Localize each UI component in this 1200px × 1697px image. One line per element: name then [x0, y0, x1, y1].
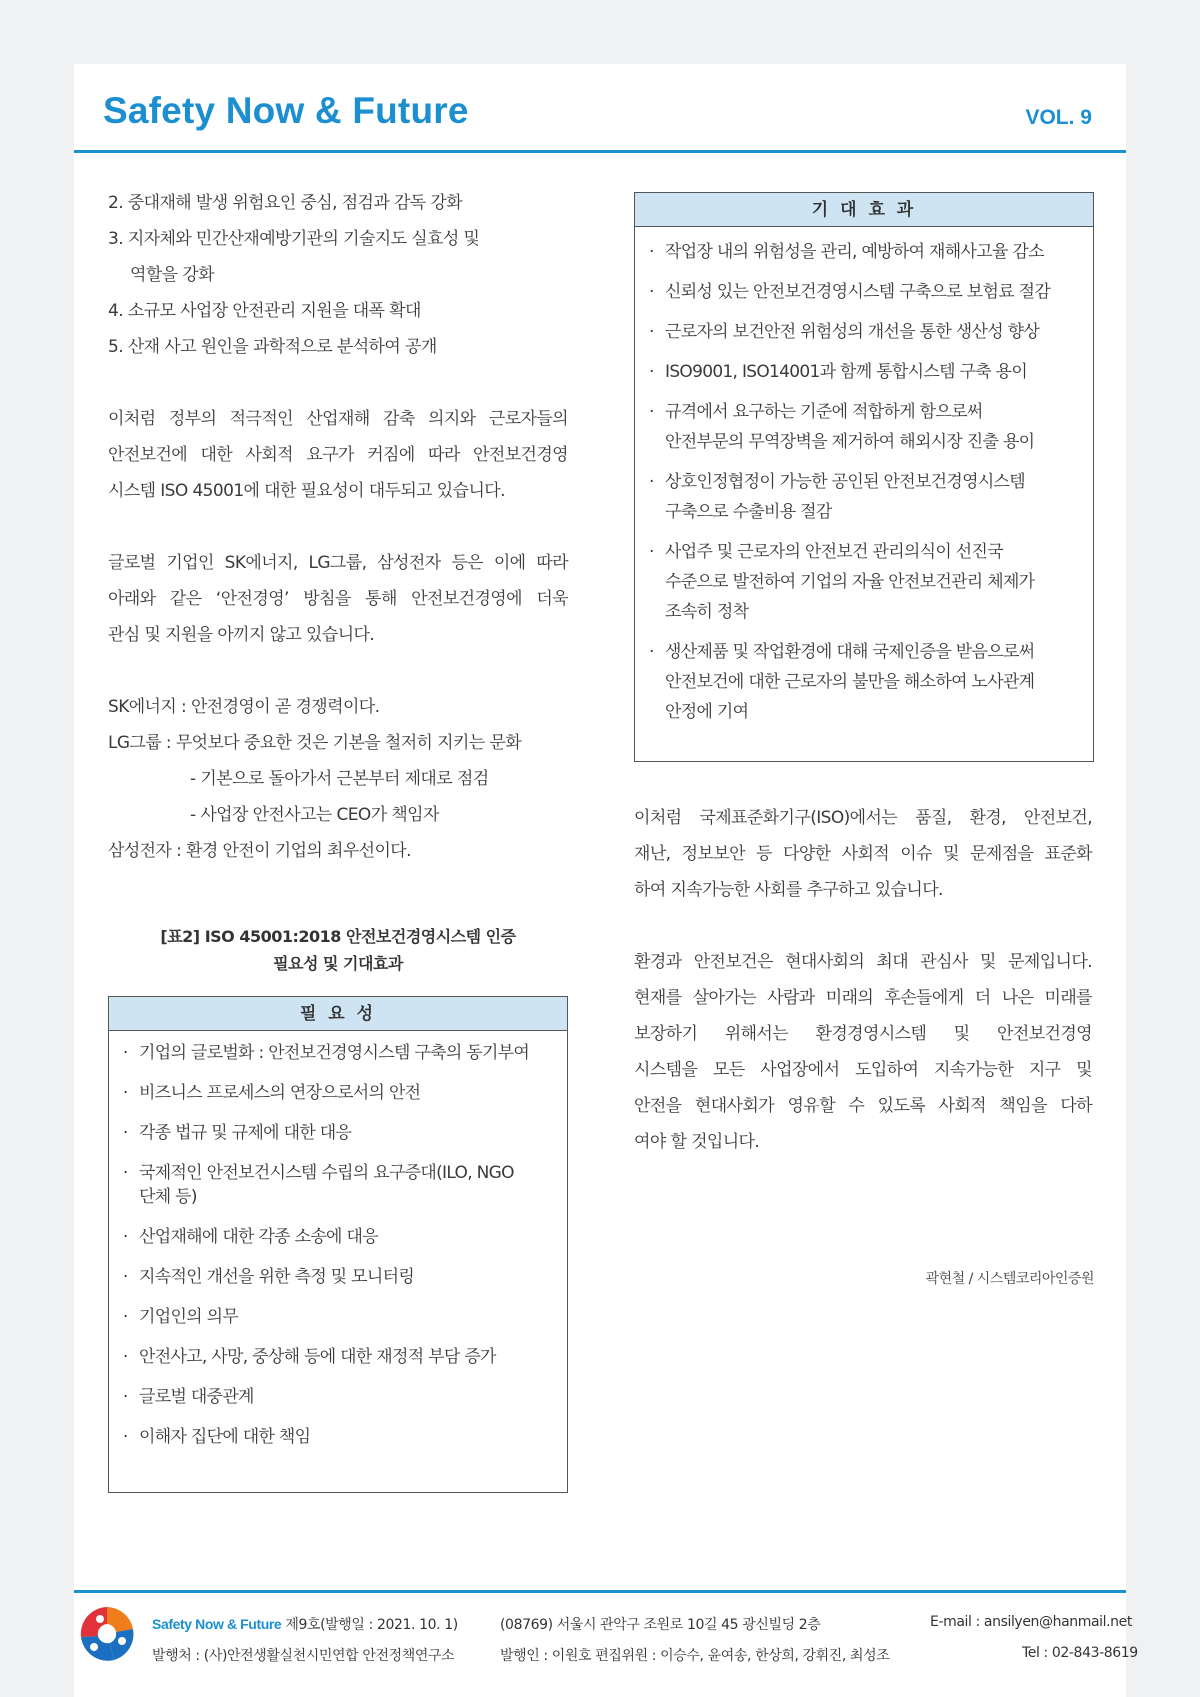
effects-item-text: 근로자의 보건안전 위험성의 개선을 통한 생산성 향상: [665, 322, 1040, 342]
policy-item: 5. 산재 사고 원인을 과학적으로 분석하여 공개: [108, 337, 437, 357]
author-credit: 곽현철 / 시스템코리아인증원: [925, 1271, 1094, 1287]
bullet-dot: ·: [123, 1043, 128, 1063]
company-policies: [108, 689, 568, 869]
paragraph-line: 시스템 ISO 45001에 대한 필요성이 대두되고 있습니다.: [108, 481, 505, 501]
paragraph-line: 안전보건에 대한 사회적 요구가 커짐에 따라 안전보건경영: [108, 445, 568, 465]
policy-item: 2. 중대재해 발생 위험요인 중심, 점검과 감독 강화: [108, 193, 463, 213]
header-divider: [74, 150, 1126, 153]
footer-address: (08769) 서울시 관악구 조원로 10길 45 광신빌딩 2층: [500, 1617, 821, 1633]
volume-label: VOL. 9: [1025, 106, 1092, 129]
policy-list: [108, 185, 568, 365]
bullet-dot: ·: [123, 1083, 128, 1103]
effects-item: [649, 237, 1079, 267]
necessity-item-text: 단체 등): [139, 1187, 197, 1207]
paragraph-line: 현재를 살아가는 사람과 미래의 후손들에게 더 나은 미래를: [634, 988, 1092, 1008]
effects-item-text: ISO9001, ISO14001과 함께 통합시스템 구축 용이: [665, 362, 1028, 382]
bullet-dot: ·: [123, 1123, 128, 1143]
effects-item: [649, 317, 1079, 347]
bullet-dot: ·: [123, 1387, 128, 1407]
necessity-item-text: 글로벌 대중관계: [139, 1387, 254, 1407]
policy-item-continued: 역할을 강화: [130, 265, 214, 285]
paragraph-line: 재난, 정보보안 등 다양한 사회적 이슈 및 문제점을 표준화: [634, 844, 1092, 864]
bullet-dot: ·: [649, 402, 654, 422]
paragraph-line: 보장하기 위해서는 환경경영시스템 및 안전보건경영: [634, 1024, 1092, 1044]
effects-item-text: 생산제품 및 작업환경에 대해 국제인증을 받음으로써: [665, 642, 1035, 662]
necessity-item: [123, 1265, 553, 1289]
bullet-dot: ·: [649, 542, 654, 562]
paragraph-line: 이처럼 국제표준화기구(ISO)에서는 품질, 환경, 안전보건,: [634, 808, 1092, 828]
organization-logo: [78, 1605, 136, 1663]
footer-divider: [74, 1590, 1126, 1593]
effects-item-text: 규격에서 요구하는 기준에 적합하게 함으로써: [665, 402, 983, 422]
bullet-dot: ·: [649, 322, 654, 342]
necessity-item: [123, 1345, 553, 1369]
paragraph-line: 글로벌 기업인 SK에너지, LG그룹, 삼성전자 등은 이에 따라: [108, 553, 568, 573]
policy-item: 3. 지자체와 민간산재예방기관의 기술지도 실효성 및: [108, 229, 480, 249]
footer-publisher-org: 발행처 : (사)안전생활실천시민연합 안전정책연구소: [152, 1648, 455, 1664]
footer-tel: Tel : 02-843-8619: [1022, 1645, 1138, 1661]
effects-item: [649, 637, 1079, 727]
paragraph-conclusion: [634, 944, 1092, 1160]
paragraph-line: 안전을 현대사회가 영유할 수 있도록 사회적 책임을 다하: [634, 1096, 1092, 1116]
effects-item-text: 상호인정협정이 가능한 공인된 안전보건경영시스템: [665, 472, 1025, 492]
necessity-item-text: 국제적인 안전보건시스템 수립의 요구증대(ILO, NGO: [139, 1163, 514, 1183]
necessity-box-title: 필 요 성: [109, 997, 567, 1031]
effects-item-text: 수준으로 발전하여 기업의 자율 안전보건관리 체제가: [665, 572, 1035, 592]
necessity-item: [123, 1161, 553, 1209]
bullet-dot: ·: [123, 1307, 128, 1327]
paragraph-line: 시스템을 모든 사업장에서 도입하여 지속가능한 지구 및: [634, 1060, 1092, 1080]
effects-item-text: 작업장 내의 위험성을 관리, 예방하여 재해사고율 감소: [665, 242, 1044, 262]
left-column: [108, 185, 568, 869]
effects-item-text: 사업주 및 근로자의 안전보건 관리의식이 선진국: [665, 542, 1003, 562]
table-caption-line: 필요성 및 기대효과: [273, 954, 403, 973]
bullet-dot: ·: [123, 1267, 128, 1287]
effects-item: [649, 467, 1079, 527]
effects-item: [649, 277, 1079, 307]
paragraph-line: 아래와 같은 ‘안전경영’ 방침을 통해 안전보건경영에 더욱: [108, 589, 568, 609]
bullet-dot: ·: [649, 472, 654, 492]
paragraph-iso: [634, 800, 1092, 908]
effects-item: [649, 397, 1079, 457]
necessity-item-text: 기업인의 의무: [139, 1307, 239, 1327]
bullet-dot: ·: [123, 1347, 128, 1367]
effects-box-title: 기 대 효 과: [635, 193, 1093, 227]
newsletter-title: Safety Now & Future: [103, 90, 469, 131]
necessity-item-text: 비즈니스 프로세스의 연장으로서의 안전: [139, 1083, 421, 1103]
necessity-item: [123, 1121, 553, 1145]
necessity-box: [108, 996, 568, 1493]
bullet-dot: ·: [649, 642, 654, 662]
effects-item-text: 조속히 정착: [665, 602, 749, 622]
policy-item: 4. 소규모 사업장 안전관리 지원을 대폭 확대: [108, 301, 421, 321]
necessity-item-text: 이해자 집단에 대한 책임: [139, 1427, 311, 1447]
paragraph-line: 여야 할 것입니다.: [634, 1132, 760, 1152]
right-column: [634, 800, 1092, 1160]
company-policy-samsung: 삼성전자 : 환경 안전이 기업의 최우선이다.: [108, 841, 411, 861]
effects-item-text: 안정에 기여: [665, 702, 749, 722]
paragraph-global-companies: [108, 545, 568, 653]
necessity-item-text: 기업의 글로벌화 : 안전보건경영시스템 구축의 동기부여: [139, 1043, 530, 1063]
necessity-list: [109, 1031, 567, 1449]
necessity-item: [123, 1425, 553, 1449]
footer-publisher: 발행인 : 이원호 편집위원 : 이승수, 윤여송, 한상희, 강휘진, 최성조: [500, 1648, 890, 1664]
necessity-item: [123, 1225, 553, 1249]
bullet-dot: ·: [649, 242, 654, 262]
paragraph-line: 환경과 안전보건은 현대사회의 최대 관심사 및 문제입니다.: [634, 952, 1092, 972]
footer-issue: 제9호(발행일 : 2021. 10. 1): [281, 1617, 458, 1633]
necessity-item: [123, 1041, 553, 1065]
necessity-item: [123, 1305, 553, 1329]
bullet-dot: ·: [649, 362, 654, 382]
bullet-dot: ·: [123, 1163, 128, 1183]
effects-item-text: 신뢰성 있는 안전보건경영시스템 구축으로 보험료 절감: [665, 282, 1051, 302]
bullet-dot: ·: [123, 1227, 128, 1247]
company-policy-sk: SK에너지 : 안전경영이 곧 경쟁력이다.: [108, 697, 380, 717]
necessity-item: [123, 1081, 553, 1105]
table-caption: [108, 923, 568, 977]
effects-item-text: 안전부문의 무역장벽을 제거하여 해외시장 진출 용이: [665, 432, 1035, 452]
effects-list: [635, 227, 1093, 727]
table-caption-line: [표2] ISO 45001:2018 안전보건경영시스템 인증: [160, 927, 516, 946]
necessity-item-text: 산업재해에 대한 각종 소송에 대응: [139, 1227, 378, 1247]
paragraph-line: 하여 지속가능한 사회를 추구하고 있습니다.: [634, 880, 943, 900]
paragraph-line: 이처럼 정부의 적극적인 산업재해 감축 의지와 근로자들의: [108, 409, 568, 429]
necessity-item-text: 각종 법규 및 규제에 대한 대응: [139, 1123, 352, 1143]
company-policy-lg-sub: - 기본으로 돌아가서 근본부터 제대로 점검: [190, 769, 489, 789]
company-policy-lg-sub: - 사업장 안전사고는 CEO가 책임자: [190, 805, 439, 825]
bullet-dot: ·: [649, 282, 654, 302]
necessity-item-text: 안전사고, 사망, 중상해 등에 대한 재정적 부담 증가: [139, 1347, 496, 1367]
effects-item: [649, 357, 1079, 387]
company-policy-lg: LG그룹 : 무엇보다 중요한 것은 기본을 철저히 지키는 문화: [108, 733, 522, 753]
effects-item: [649, 537, 1079, 627]
footer-email: E-mail : ansilyen@hanmail.net: [930, 1614, 1132, 1630]
paragraph-line: 관심 및 지원을 아끼지 않고 있습니다.: [108, 625, 375, 645]
footer-masthead: [152, 1614, 458, 1634]
footer-brand: Safety Now & Future: [152, 1616, 282, 1632]
paragraph-government: [108, 401, 568, 509]
necessity-item-text: 지속적인 개선을 위한 측정 및 모니터링: [139, 1267, 415, 1287]
bullet-dot: ·: [123, 1427, 128, 1447]
effects-box: [634, 192, 1094, 762]
effects-item-text: 안전보건에 대한 근로자의 불만을 해소하여 노사관계: [665, 672, 1035, 692]
effects-item-text: 구축으로 수출비용 절감: [665, 502, 832, 522]
necessity-item: [123, 1385, 553, 1409]
